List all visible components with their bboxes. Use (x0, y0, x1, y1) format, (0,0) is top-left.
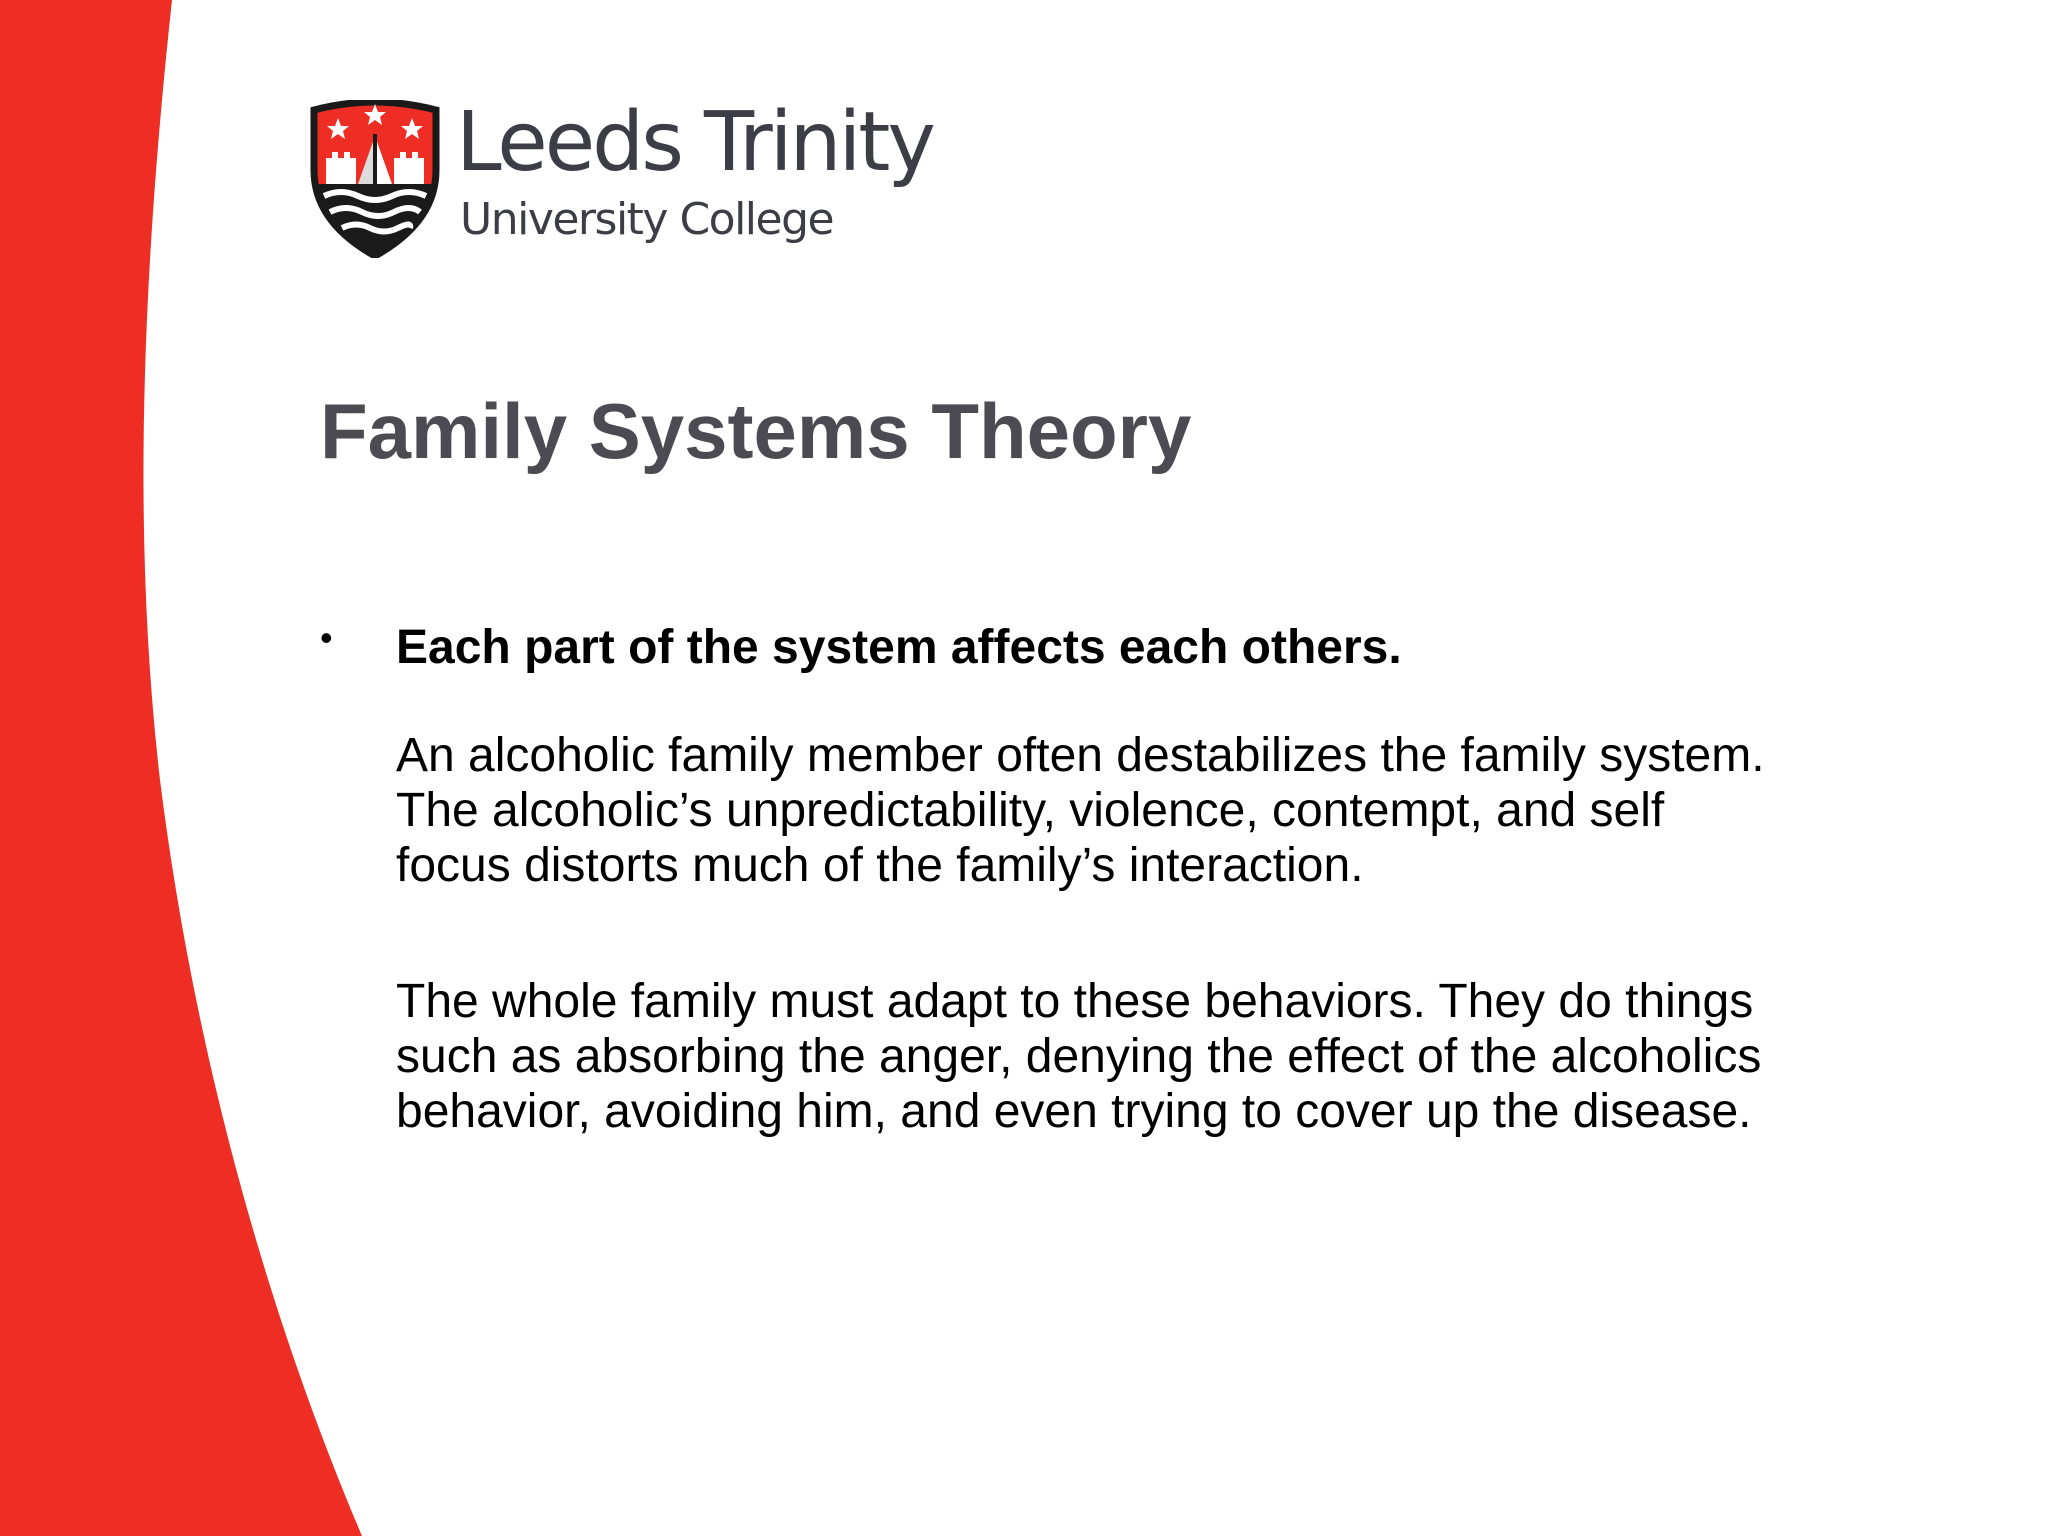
paragraph-line: The whole family must adapt to these behaviors. They do things (396, 975, 1754, 1028)
slide-title: Family Systems Theory (320, 387, 1192, 475)
university-logo (306, 95, 933, 260)
paragraph-1 (396, 728, 1876, 893)
paragraph-line: The alcoholic’s unpredictability, violence, contempt, and self (396, 784, 1665, 837)
paragraph-line: such as absorbing the anger, denying the effect of the alcoholics (396, 1030, 1762, 1083)
crest-icon (306, 100, 444, 258)
logo-subtitle: University College (460, 194, 834, 245)
paragraph-2 (396, 974, 1876, 1139)
paragraph-line: focus distorts much of the family’s interaction. (396, 839, 1364, 892)
bullet-heading: Each part of the system affects each others. (396, 621, 1402, 674)
bullet-marker: • (320, 617, 333, 658)
logo-name: Leeds Trinity (456, 95, 933, 190)
paragraph-line: An alcoholic family member often destabilizes the family system. (396, 729, 1765, 782)
paragraph-line: behavior, avoiding him, and even trying to cover up the disease. (396, 1085, 1752, 1138)
